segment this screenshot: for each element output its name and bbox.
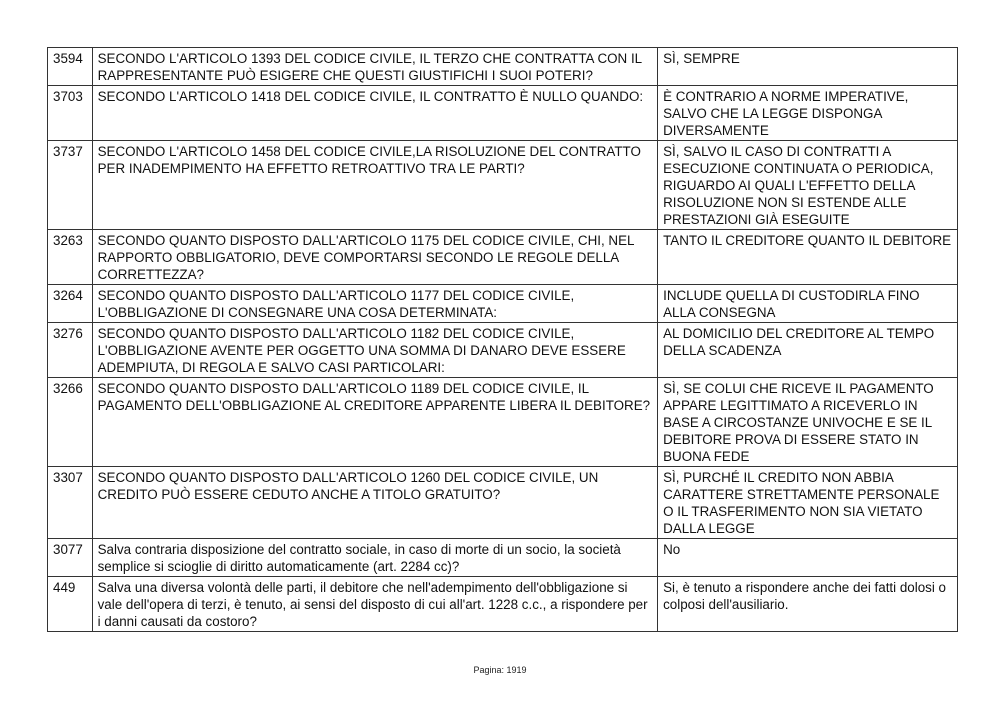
question-text: SECONDO QUANTO DISPOSTO DALL'ARTICOLO 1260 DEL CODICE CIVILE, UN CREDITO PUÒ ESSERE CEDUTO ANCHE A TITOLO GRATUITO? (92, 467, 658, 539)
answer-text: Si, è tenuto a rispondere anche dei fatti dolosi o colposi dell'ausiliario. (658, 577, 958, 632)
answer-text: No (658, 539, 958, 577)
question-id: 3263 (48, 230, 93, 285)
answer-text: INCLUDE QUELLA DI CUSTODIRLA FINO ALLA CONSEGNA (658, 285, 958, 323)
question-id: 3266 (48, 378, 93, 467)
table-row (48, 230, 958, 285)
question-id: 3077 (48, 539, 93, 577)
question-text: SECONDO QUANTO DISPOSTO DALL'ARTICOLO 1175 DEL CODICE CIVILE, CHI, NEL RAPPORTO OBBLIGATORIO, DEVE COMPORTARSI SECONDO LE REGOLE DELLA CORRETTEZZA? (92, 230, 658, 285)
table-row (48, 141, 958, 230)
question-id: 3307 (48, 467, 93, 539)
question-id: 3264 (48, 285, 93, 323)
question-text: Salva contraria disposizione del contratto sociale, in caso di morte di un socio, la società semplice si scioglie di diritto automaticamente (art. 2284 cc)? (92, 539, 658, 577)
question-text: SECONDO QUANTO DISPOSTO DALL'ARTICOLO 1189 DEL CODICE CIVILE, IL PAGAMENTO DELL'OBBLIGAZIONE AL CREDITORE APPARENTE LIBERA IL DEBITORE? (92, 378, 658, 467)
answer-text: SÌ, SALVO IL CASO DI CONTRATTI A ESECUZIONE CONTINUATA O PERIODICA, RIGUARDO AI QUALI L'EFFETTO DELLA RISOLUZIONE NON SI ESTENDE ALLE PRESTAZIONI GIÀ ESEGUITE (658, 141, 958, 230)
question-text: SECONDO L'ARTICOLO 1393 DEL CODICE CIVILE, IL TERZO CHE CONTRATTA CON IL RAPPRESENTANTE PUÒ ESIGERE CHE QUESTI GIUSTIFICHI I SUOI POTERI? (92, 48, 658, 86)
question-id: 449 (48, 577, 93, 632)
answer-text: SÌ, PURCHÉ IL CREDITO NON ABBIA CARATTERE STRETTAMENTE PERSONALE O IL TRASFERIMENTO NON SIA VIETATO DALLA LEGGE (658, 467, 958, 539)
answer-text: SÌ, SE COLUI CHE RICEVE IL PAGAMENTO APPARE LEGITTIMATO A RICEVERLO IN BASE A CIRCOSTANZE UNIVOCHE E SE IL DEBITORE PROVA DI ESSERE STATO IN BUONA FEDE (658, 378, 958, 467)
question-id: 3703 (48, 86, 93, 141)
table-row (48, 467, 958, 539)
page-number: Pagina: 1919 (473, 665, 527, 675)
question-id: 3594 (48, 48, 93, 86)
table-row (48, 378, 958, 467)
table-row (48, 285, 958, 323)
question-text: SECONDO L'ARTICOLO 1418 DEL CODICE CIVILE, IL CONTRATTO È NULLO QUANDO: (92, 86, 658, 141)
question-table-body (48, 48, 958, 632)
table-row (48, 323, 958, 378)
question-text: Salva una diversa volontà delle parti, il debitore che nell'adempimento dell'obbligazione si vale dell'opera di terzi, è tenuto, ai sensi del disposto di cui all'art. 1228 c.c., a rispondere per i danni causati da costoro? (92, 577, 658, 632)
answer-text: TANTO IL CREDITORE QUANTO IL DEBITORE (658, 230, 958, 285)
question-id: 3276 (48, 323, 93, 378)
answer-text: SÌ, SEMPRE (658, 48, 958, 86)
question-text: SECONDO L'ARTICOLO 1458 DEL CODICE CIVILE,LA RISOLUZIONE DEL CONTRATTO PER INADEMPIMENTO HA EFFETTO RETROATTIVO TRA LE PARTI? (92, 141, 658, 230)
answer-text: AL DOMICILIO DEL CREDITORE AL TEMPO DELLA SCADENZA (658, 323, 958, 378)
question-text: SECONDO QUANTO DISPOSTO DALL'ARTICOLO 1177 DEL CODICE CIVILE, L'OBBLIGAZIONE DI CONSEGNARE UNA COSA DETERMINATA: (92, 285, 658, 323)
table-row (48, 48, 958, 86)
table-row (48, 86, 958, 141)
table-row (48, 539, 958, 577)
question-table (47, 47, 958, 632)
question-text: SECONDO QUANTO DISPOSTO DALL'ARTICOLO 1182 DEL CODICE CIVILE, L'OBBLIGAZIONE AVENTE PER OGGETTO UNA SOMMA DI DANARO DEVE ESSERE ADEMPIUTA, DI REGOLA E SALVO CASI PARTICOLARI: (92, 323, 658, 378)
table-row (48, 577, 958, 632)
question-id: 3737 (48, 141, 93, 230)
answer-text: È CONTRARIO A NORME IMPERATIVE, SALVO CHE LA LEGGE DISPONGA DIVERSAMENTE (658, 86, 958, 141)
